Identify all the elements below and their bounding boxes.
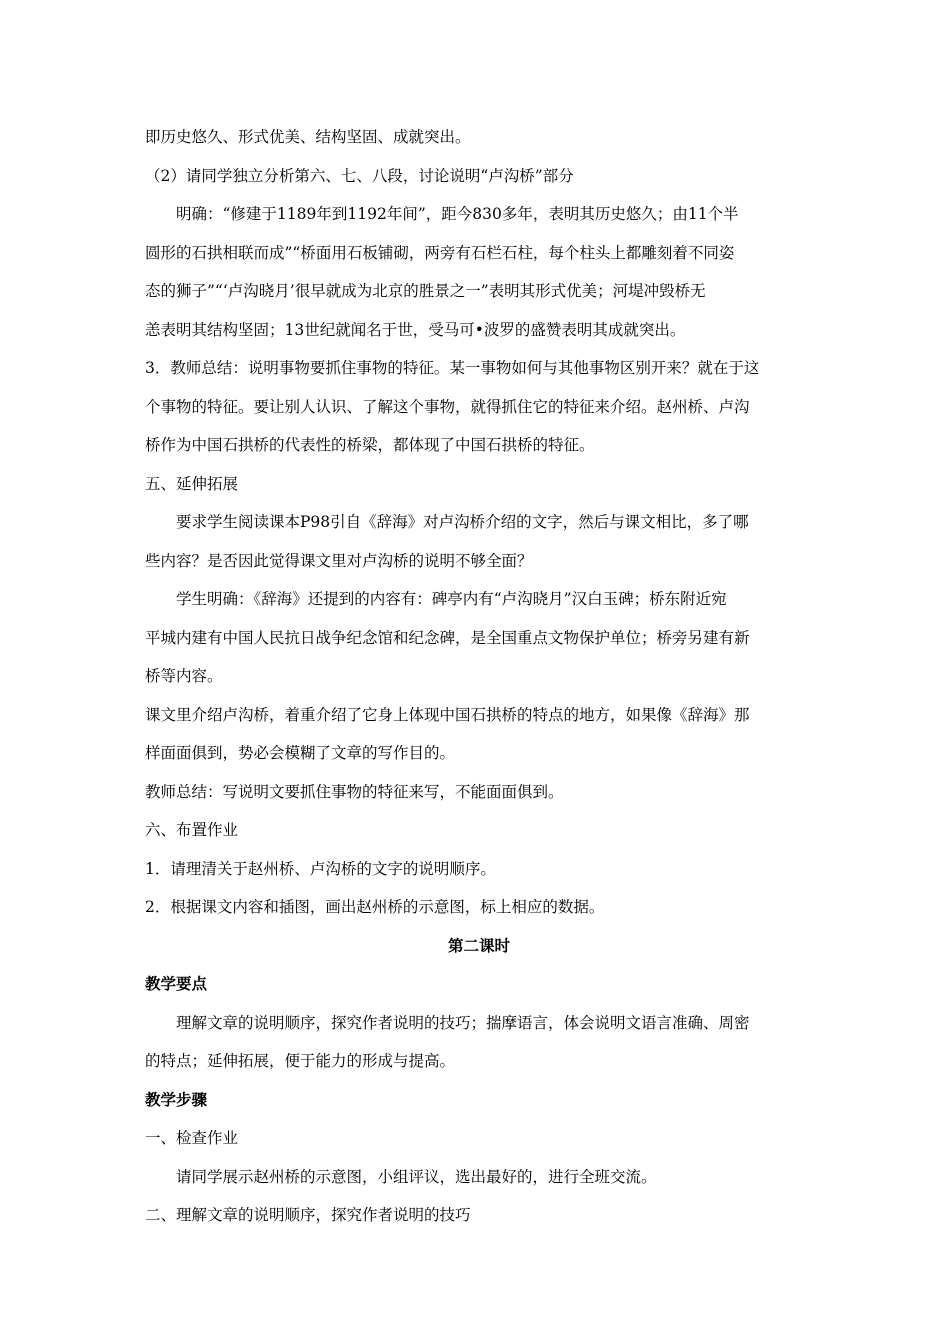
paragraph-line: （2）请同学独立分析第六、七、八段，讨论说明“卢沟桥”部分 <box>145 166 574 185</box>
paragraph-line: 圆形的石拱相联而成”“桥面用石板铺砌，两旁有石栏石柱，每个柱头上都雕刻着不同姿 <box>145 243 735 262</box>
list-item: 2．根据课文内容和插图，画出赵州桥的示意图，标上相应的数据。 <box>145 898 605 916</box>
section-heading: 五、延伸拓展 <box>145 474 239 493</box>
paragraph-line: 桥作为中国石拱桥的代表性的桥梁，都体现了中国石拱桥的特征。 <box>145 436 595 454</box>
list-item: 1．请理清关于赵州桥、卢沟桥的文字的说明顺序。 <box>145 859 496 878</box>
section-heading: 一、检查作业 <box>145 1129 239 1147</box>
paragraph-line: 要求学生阅读课本P98引自《辞海》对卢沟桥介绍的文字，然后与课文相比，多了哪 <box>176 513 749 531</box>
paragraph-line: 教师总结：写说明文要抓住事物的特征来写，不能面面俱到。 <box>145 782 564 801</box>
paragraph-line: 些内容？是否因此觉得课文里对卢沟桥的说明不够全面？ <box>145 551 533 570</box>
paragraph-line: 态的狮子”“‘卢沟晓月’很早就成为北京的胜景之一”表明其形式优美；河堤冲毁桥无 <box>145 282 706 300</box>
paragraph-line: 桥等内容。 <box>145 667 223 685</box>
paragraph-line: 恙表明其结构坚固；13世纪就闻名于世，受马可•波罗的盛赞表明其成就突出。 <box>145 320 686 339</box>
paragraph-line: 明确：“修建于1189年到1192年间”，距今830多年，表明其历史悠久；由11个半 <box>176 205 739 223</box>
paragraph-line: 理解文章的说明顺序，探究作者说明的技巧；揣摩语言，体会说明文语言准确、周密 <box>176 1013 750 1032</box>
paragraph-line: 平城内建有中国人民抗日战争纪念馆和纪念碑，是全国重点文物保护单位；桥旁另建有新 <box>145 628 750 647</box>
paragraph-line: 样面面俱到，势必会模糊了文章的写作目的。 <box>145 744 456 762</box>
subsection-heading: 教学要点 <box>145 974 208 993</box>
paragraph-line: 课文里介绍卢沟桥，着重介绍了它身上体现中国石拱桥的特点的地方，如果像《辞海》那 <box>145 705 750 724</box>
paragraph-line: 的特点；延伸拓展，便于能力的形成与提高。 <box>145 1052 456 1070</box>
paragraph-line: 即历史悠久、形式优美、结构坚固、成就突出。 <box>145 128 471 146</box>
paragraph-line: 3．教师总结：说明事物要抓住事物的特征。某一事物如何与其他事物区别开来？就在于这 <box>145 359 760 377</box>
section-heading: 六、布置作业 <box>145 821 239 839</box>
paragraph-line: 请同学展示赵州桥的示意图，小组评议，选出最好的，进行全班交流。 <box>176 1167 657 1186</box>
lesson-title: 第二课时 <box>447 935 510 955</box>
paragraph-line: 个事物的特征。要让别人认识、了解这个事物，就得抓住它的特征来介绍。赵州桥、卢沟 <box>145 397 750 416</box>
document-page <box>145 118 813 1235</box>
subsection-heading: 教学步骤 <box>145 1089 208 1109</box>
section-heading: 二、理解文章的说明顺序，探究作者说明的技巧 <box>145 1206 471 1224</box>
paragraph-line: 学生明确：《辞海》还提到的内容有：碑亭内有“卢沟晓月”汉白玉碑；桥东附近宛 <box>176 590 727 608</box>
